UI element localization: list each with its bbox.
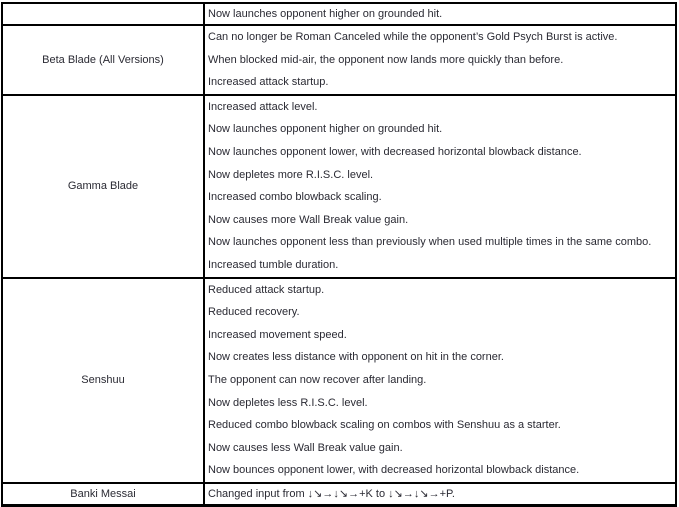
table-row [3, 277, 675, 482]
changes-cell [205, 4, 675, 24]
change-line: Changed input from ↓↘→↓↘→+K to ↓↘→↓↘→+P. [208, 487, 455, 500]
table-row [3, 482, 675, 504]
change-line: The opponent can now recover after landing. [208, 373, 427, 386]
table-row [3, 94, 675, 277]
change-line: Reduced combo blowback scaling on combos with Senshuu as a starter. [208, 419, 561, 432]
change-line: Increased tumble duration. [208, 258, 339, 271]
change-line: Now launches opponent higher on grounded hit. [208, 123, 443, 136]
changes-cell [205, 96, 675, 277]
change-line: Reduced recovery. [208, 306, 300, 319]
move-name-cell [3, 4, 205, 24]
change-line: Reduced attack startup. [208, 283, 325, 296]
patch-notes-table [1, 2, 677, 507]
move-name-cell: Gamma Blade [3, 96, 205, 277]
table-row [3, 4, 675, 24]
change-line: Now creates less distance with opponent on hit in the corner. [208, 351, 504, 364]
change-line: Can no longer be Roman Canceled while the opponent’s Gold Psych Burst is active. [208, 31, 618, 43]
change-line: Now launches opponent lower, with decreased horizontal blowback distance. [208, 145, 582, 158]
change-line: Increased movement speed. [208, 328, 347, 341]
change-line: Now depletes less R.I.S.C. level. [208, 396, 368, 409]
change-line: Now causes more Wall Break value gain. [208, 213, 409, 226]
changes-cell [205, 484, 675, 504]
change-line: Now causes less Wall Break value gain. [208, 441, 403, 454]
move-name-cell: Senshuu [3, 279, 205, 482]
changes-cell [205, 279, 675, 482]
move-name-cell: Banki Messai [3, 484, 205, 504]
change-line: Now launches opponent higher on grounded hit. [208, 8, 443, 20]
change-line: Increased combo blowback scaling. [208, 191, 382, 204]
change-line: Now depletes more R.I.S.C. level. [208, 168, 374, 181]
changes-cell [205, 26, 675, 94]
move-name-cell: Beta Blade (All Versions) [3, 26, 205, 94]
change-line: Now launches opponent less than previously when used multiple times in the same combo. [208, 236, 652, 249]
change-line: Increased attack level. [208, 100, 318, 113]
change-line: Now bounces opponent lower, with decreased horizontal blowback distance. [208, 464, 580, 477]
change-line: Increased attack startup. [208, 76, 329, 89]
change-line: When blocked mid-air, the opponent now lands more quickly than before. [208, 53, 564, 66]
table-row [3, 24, 675, 94]
